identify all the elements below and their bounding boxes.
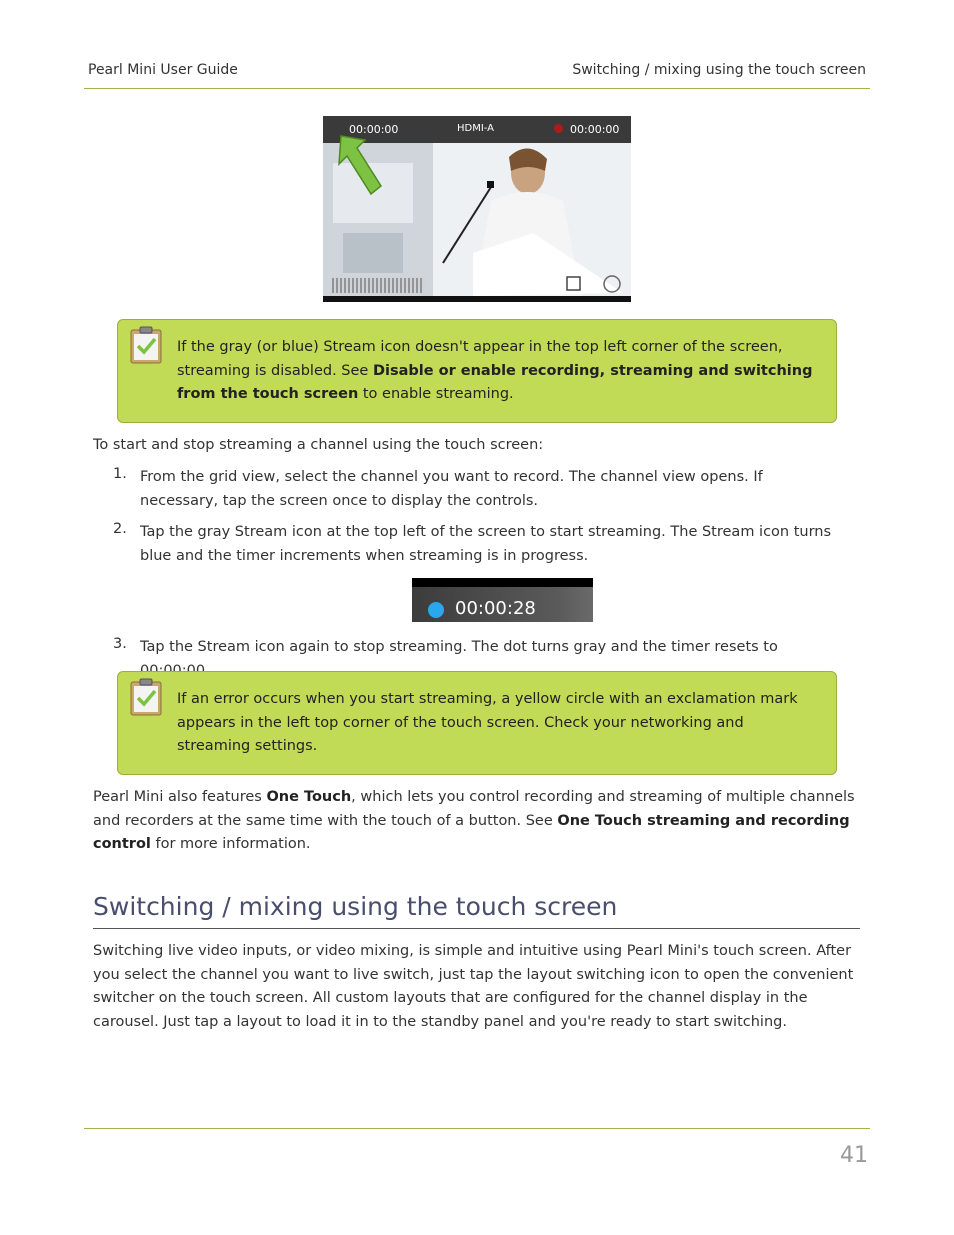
section-heading-wrap bbox=[93, 891, 860, 929]
link-disable-enable[interactable]: Disable or enable recording, streaming and switching from the touch screen bbox=[177, 362, 813, 402]
doc-title: Pearl Mini User Guide bbox=[88, 62, 238, 78]
note-2-text: If an error occurs when you start streaming, a yellow circle with an exclamation mark appears in the left top corner of the touch screen. Check your networking and streaming settings. bbox=[177, 691, 798, 754]
stream-dot-icon bbox=[428, 602, 444, 618]
step-text: Tap the Stream icon again to stop streaming. The dot turns gray and the timer resets to bbox=[140, 639, 778, 655]
link-one-touch[interactable]: One Touch streaming and recording control bbox=[93, 812, 850, 852]
record-timer: 00:00:00 bbox=[570, 123, 620, 136]
touch-screen-screenshot bbox=[323, 116, 631, 302]
timer-value: 00:00:28 bbox=[455, 598, 536, 619]
section-heading: Switching / mixing using the touch screen bbox=[93, 892, 618, 921]
page-number: 41 bbox=[840, 1143, 868, 1168]
step-text: Tap the gray Stream icon at the top left of the screen to start streaming. The Stream icon turns blue and the timer increments when streaming is in progress. bbox=[140, 524, 832, 564]
step-number: 2. bbox=[113, 521, 127, 537]
one-touch-bold: One Touch bbox=[266, 789, 352, 805]
green-arrow-icon bbox=[335, 130, 385, 202]
section-title: Switching / mixing using the touch screen bbox=[572, 62, 866, 78]
section-body: Switching live video inputs, or video mixing, is simple and intuitive using Pearl Mini's touch screen. After you select the channel you want to live switch, just tap the layout switching icon to open the convenient switcher on the touch screen. All custom layouts that are configured for the channel display in the carousel. Just tap a layout to load it in to the standby panel and you're ready to start switching. bbox=[93, 943, 854, 1030]
stream-timer: 00:00:00 bbox=[349, 123, 399, 136]
footer-rule bbox=[84, 1128, 870, 1129]
clipboard-check-icon bbox=[130, 678, 162, 716]
step-text: From the grid view, select the channel you want to record. The channel view opens. If necessary, tap the screen once to display the controls. bbox=[140, 469, 763, 509]
one-touch-paragraph: Pearl Mini also features One Touch, which lets you control recording and streaming of multiple channels and recorders at the same time with the touch of a button. See One Touch streaming and recording control for more information. bbox=[93, 789, 855, 852]
step-number: 3. bbox=[113, 636, 127, 652]
note-box-1 bbox=[117, 319, 837, 423]
bottom-edge bbox=[323, 296, 631, 302]
note-box-2 bbox=[117, 671, 837, 775]
stream-timer-screenshot bbox=[412, 578, 593, 622]
note-1-text: If the gray (or blue) Stream icon doesn't appear in the top left corner of the screen, streaming is disabled. See Disable or enable recording, streaming and switching from the touch screen to enable streaming. bbox=[177, 339, 813, 402]
step-number: 1. bbox=[113, 466, 127, 482]
source-label: HDMI-A bbox=[457, 123, 495, 134]
page-header bbox=[84, 60, 870, 89]
record-dot-icon bbox=[554, 124, 563, 133]
intro-text: To start and stop streaming a channel using the touch screen: bbox=[93, 437, 544, 453]
clipboard-check-icon bbox=[130, 326, 162, 364]
